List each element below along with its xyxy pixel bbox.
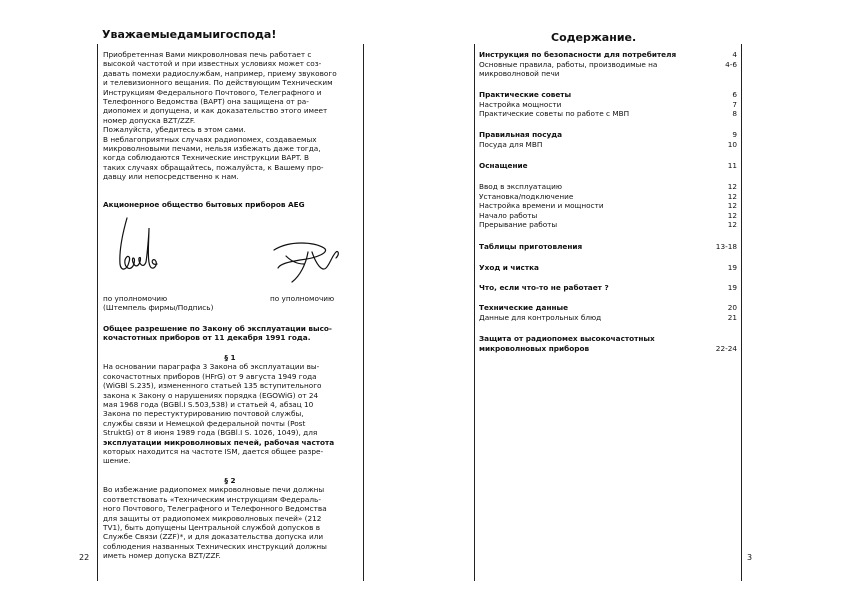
- toc-title: Практические советы по работе с МВП: [479, 109, 630, 119]
- toc-title: Защита от радиопомех высокочастотных микроволновых приборов: [479, 334, 655, 353]
- toc-page: 12: [727, 210, 737, 220]
- intro-line: Инструкциям Федерального Почтового, Телеграфного и: [103, 87, 322, 97]
- permit-line: Общее разрешение по Закону об эксплуатации высо-: [103, 324, 332, 333]
- toc-page: 9: [732, 130, 737, 139]
- para-line: (WiGBl S.235), измененного статьей 135 вступительного: [103, 381, 322, 391]
- toc-group: [479, 161, 737, 171]
- toc-title: Начало работы: [479, 210, 538, 220]
- intro-line: когда соблюдаются Технические инструкции BAPT. В: [103, 153, 310, 163]
- toc-page: 19: [727, 263, 737, 272]
- toc-row: [479, 313, 737, 323]
- toc-page: 12: [727, 201, 737, 211]
- para-line: Службе Связи (ZZF)*, и для доказательства допуска или: [103, 532, 324, 542]
- para-line: ного Почтового, Телеграфного и Телефонного Ведомства: [103, 504, 327, 514]
- para-line: эксплуатации микроволновых печей, рабочая частота: [103, 437, 335, 447]
- signature-left: [113, 214, 163, 276]
- toc-title: Уход и чистка: [479, 263, 539, 272]
- toc-row: [479, 90, 737, 100]
- toc-page: 12: [727, 182, 737, 191]
- right-page: [421, 0, 842, 595]
- signature-caption-left: [103, 294, 213, 313]
- para-line: Закона по перестуктурированию почтовой службы,: [103, 409, 304, 419]
- intro-line: высокой частотой и при известных условиях может соз-: [103, 59, 322, 69]
- intro-line: микроволновыми печами, нельзя избежать даже тогда,: [103, 144, 321, 154]
- toc-title: Основные правила, работы, производимые на микроволновой печи: [479, 59, 658, 79]
- toc-title: Инструкция по безопасности для потребителя: [479, 50, 677, 59]
- para-line: сокочастотных приборов (HFrG) от 9 августа 1949 года: [103, 371, 317, 381]
- signature-right: [270, 238, 350, 286]
- toc-page: 8: [732, 109, 737, 119]
- toc-title: Настройка мощности: [479, 99, 562, 109]
- toc-group: [479, 242, 737, 252]
- intro-line: Пожалуйста, убедитесь в этом сами.: [103, 125, 246, 135]
- toc-title: Практические советы: [479, 90, 572, 99]
- left-page-heading: Уважаемыедамыигоспода!: [102, 28, 277, 41]
- caption-line: (Штемпель фирмы/Подпись): [103, 303, 214, 313]
- toc-row: [479, 263, 737, 273]
- toc-page: 11: [727, 161, 737, 170]
- para-line: Во избежание радиопомех микроволновые печи должны: [103, 485, 325, 495]
- toc-title: Технические данные: [479, 303, 569, 312]
- toc-title: Что, если что-то не работает ?: [479, 283, 609, 292]
- permit-line: кочастотных приборов от 11 декабря 1991 года.: [103, 333, 311, 343]
- page-number-right: 3: [747, 553, 753, 562]
- toc-page: 12: [727, 220, 737, 230]
- toc-title: Ввод в эксплуатацию: [479, 182, 562, 191]
- toc-title: Оснащение: [479, 161, 528, 170]
- para-line: На основании параграфа 3 Закона об эксплуатации вы-: [103, 362, 320, 372]
- toc-row: [479, 100, 737, 110]
- left-page-rule-left: [97, 44, 98, 581]
- para-line: иметь номер допуска BZT/ZZF.: [103, 551, 221, 561]
- toc-row: [479, 140, 737, 150]
- toc-title: Таблицы приготовления: [479, 242, 583, 251]
- para-line: закона к Закону о нарушениях порядка (EGOWiG) от 24: [103, 390, 319, 400]
- toc-title: Прерывание работы: [479, 220, 558, 230]
- para-line: мая 1968 года (BGBl.I S.503,538) и статьей 4, абзац 10: [103, 400, 314, 410]
- paragraph-1: [103, 353, 357, 466]
- toc-row: [479, 50, 737, 60]
- toc-group: [479, 263, 737, 273]
- toc-group: [479, 182, 737, 230]
- company-name: Акционерное общество бытовых приборов AEG: [103, 200, 305, 209]
- toc-row: [479, 334, 737, 353]
- toc-row: [479, 60, 737, 79]
- intro-line: номер допуска BZT/ZZF.: [103, 115, 196, 125]
- para-line: для защиты от радиопомех микроволновых печей» (212: [103, 513, 322, 523]
- toc-group: [479, 283, 737, 293]
- toc-row: [479, 303, 737, 313]
- toc-title: Данные для контрольных блюд: [479, 312, 602, 322]
- para-line: службы связи и Немецкой федеральной почты (Post: [103, 418, 306, 428]
- toc-row: [479, 109, 737, 119]
- toc-page: 19: [727, 283, 737, 292]
- right-page-rule-left: [474, 44, 475, 581]
- toc-group: [479, 303, 737, 322]
- toc-page: 22-24: [715, 343, 737, 353]
- toc-page: 4: [732, 50, 737, 59]
- toc-page: 4-6: [725, 59, 737, 69]
- signature-caption-right: по уполномочию: [270, 294, 335, 303]
- toc-page: 12: [727, 191, 737, 201]
- intro-line: и телевизионного вещания. По действующим Техническим: [103, 78, 333, 88]
- intro-line: диопомех и допущена, и как доказательство этого имеет: [103, 106, 328, 116]
- intro-line: давцу или непосредственно к нам.: [103, 172, 239, 182]
- intro-text: [103, 50, 357, 182]
- toc-title: Правильная посуда: [479, 130, 563, 139]
- toc-row: [479, 283, 737, 293]
- toc-row: [479, 201, 737, 211]
- intro-line: таких случаях обращайтесь, пожалуйста, к Вашему про-: [103, 162, 324, 172]
- page-number-left: 22: [79, 553, 90, 562]
- toc-page: 13-18: [715, 242, 737, 251]
- intro-line: Приобретенная Вами микроволновая печь работает с: [103, 50, 312, 59]
- para-line: StruktG) от 8 июня 1989 года (BGBl.I S. 1026, 1049), для: [103, 428, 318, 438]
- toc-page: 10: [727, 139, 737, 149]
- toc-group: [479, 130, 737, 149]
- right-page-heading: Содержание.: [551, 31, 637, 44]
- para-line: которых находится на частоте ISM, дается общее разре-: [103, 447, 324, 457]
- toc-page: 21: [727, 312, 737, 322]
- permit-heading: [103, 324, 357, 343]
- toc-page: 20: [727, 303, 737, 312]
- intro-line: давать помехи радиослужбам, например, приему звукового: [103, 68, 337, 78]
- paragraph-1-sign: § 1: [224, 353, 236, 362]
- toc-row: [479, 130, 737, 140]
- intro-line: В неблагоприятных случаях радиопомех, создаваемых: [103, 134, 317, 144]
- intro-line: Телефонного Ведомства (BAPT) она защищена от ра-: [103, 97, 309, 107]
- para-line: соблюдения названных Технических инструкций должны: [103, 541, 327, 551]
- left-page-rule-right: [363, 44, 364, 581]
- toc-title: Посуда для МВП: [479, 139, 543, 149]
- para-line: TV1), быть допущены Центральной службой допусков в: [103, 523, 321, 533]
- toc-group: [479, 90, 737, 119]
- toc-row: [479, 182, 737, 192]
- toc-title: Установка/подключение: [479, 191, 574, 201]
- toc-row: [479, 220, 737, 230]
- toc-page: 7: [732, 99, 737, 109]
- para-line: соответствовать «Техническим инструкциям Федераль-: [103, 494, 321, 504]
- toc-row: [479, 242, 737, 252]
- toc-row: [479, 161, 737, 171]
- para-line: шение.: [103, 456, 131, 466]
- toc-title: Настройка времени и мощности: [479, 201, 604, 211]
- toc-group: [479, 50, 737, 79]
- toc-row: [479, 192, 737, 202]
- toc-row: [479, 211, 737, 221]
- right-page-rule-right: [741, 44, 742, 581]
- toc-group: [479, 334, 737, 353]
- paragraph-2-sign: § 2: [224, 476, 236, 485]
- paragraph-2: [103, 476, 357, 561]
- caption-line: по уполномочию: [103, 294, 168, 303]
- toc-page: 6: [732, 90, 737, 99]
